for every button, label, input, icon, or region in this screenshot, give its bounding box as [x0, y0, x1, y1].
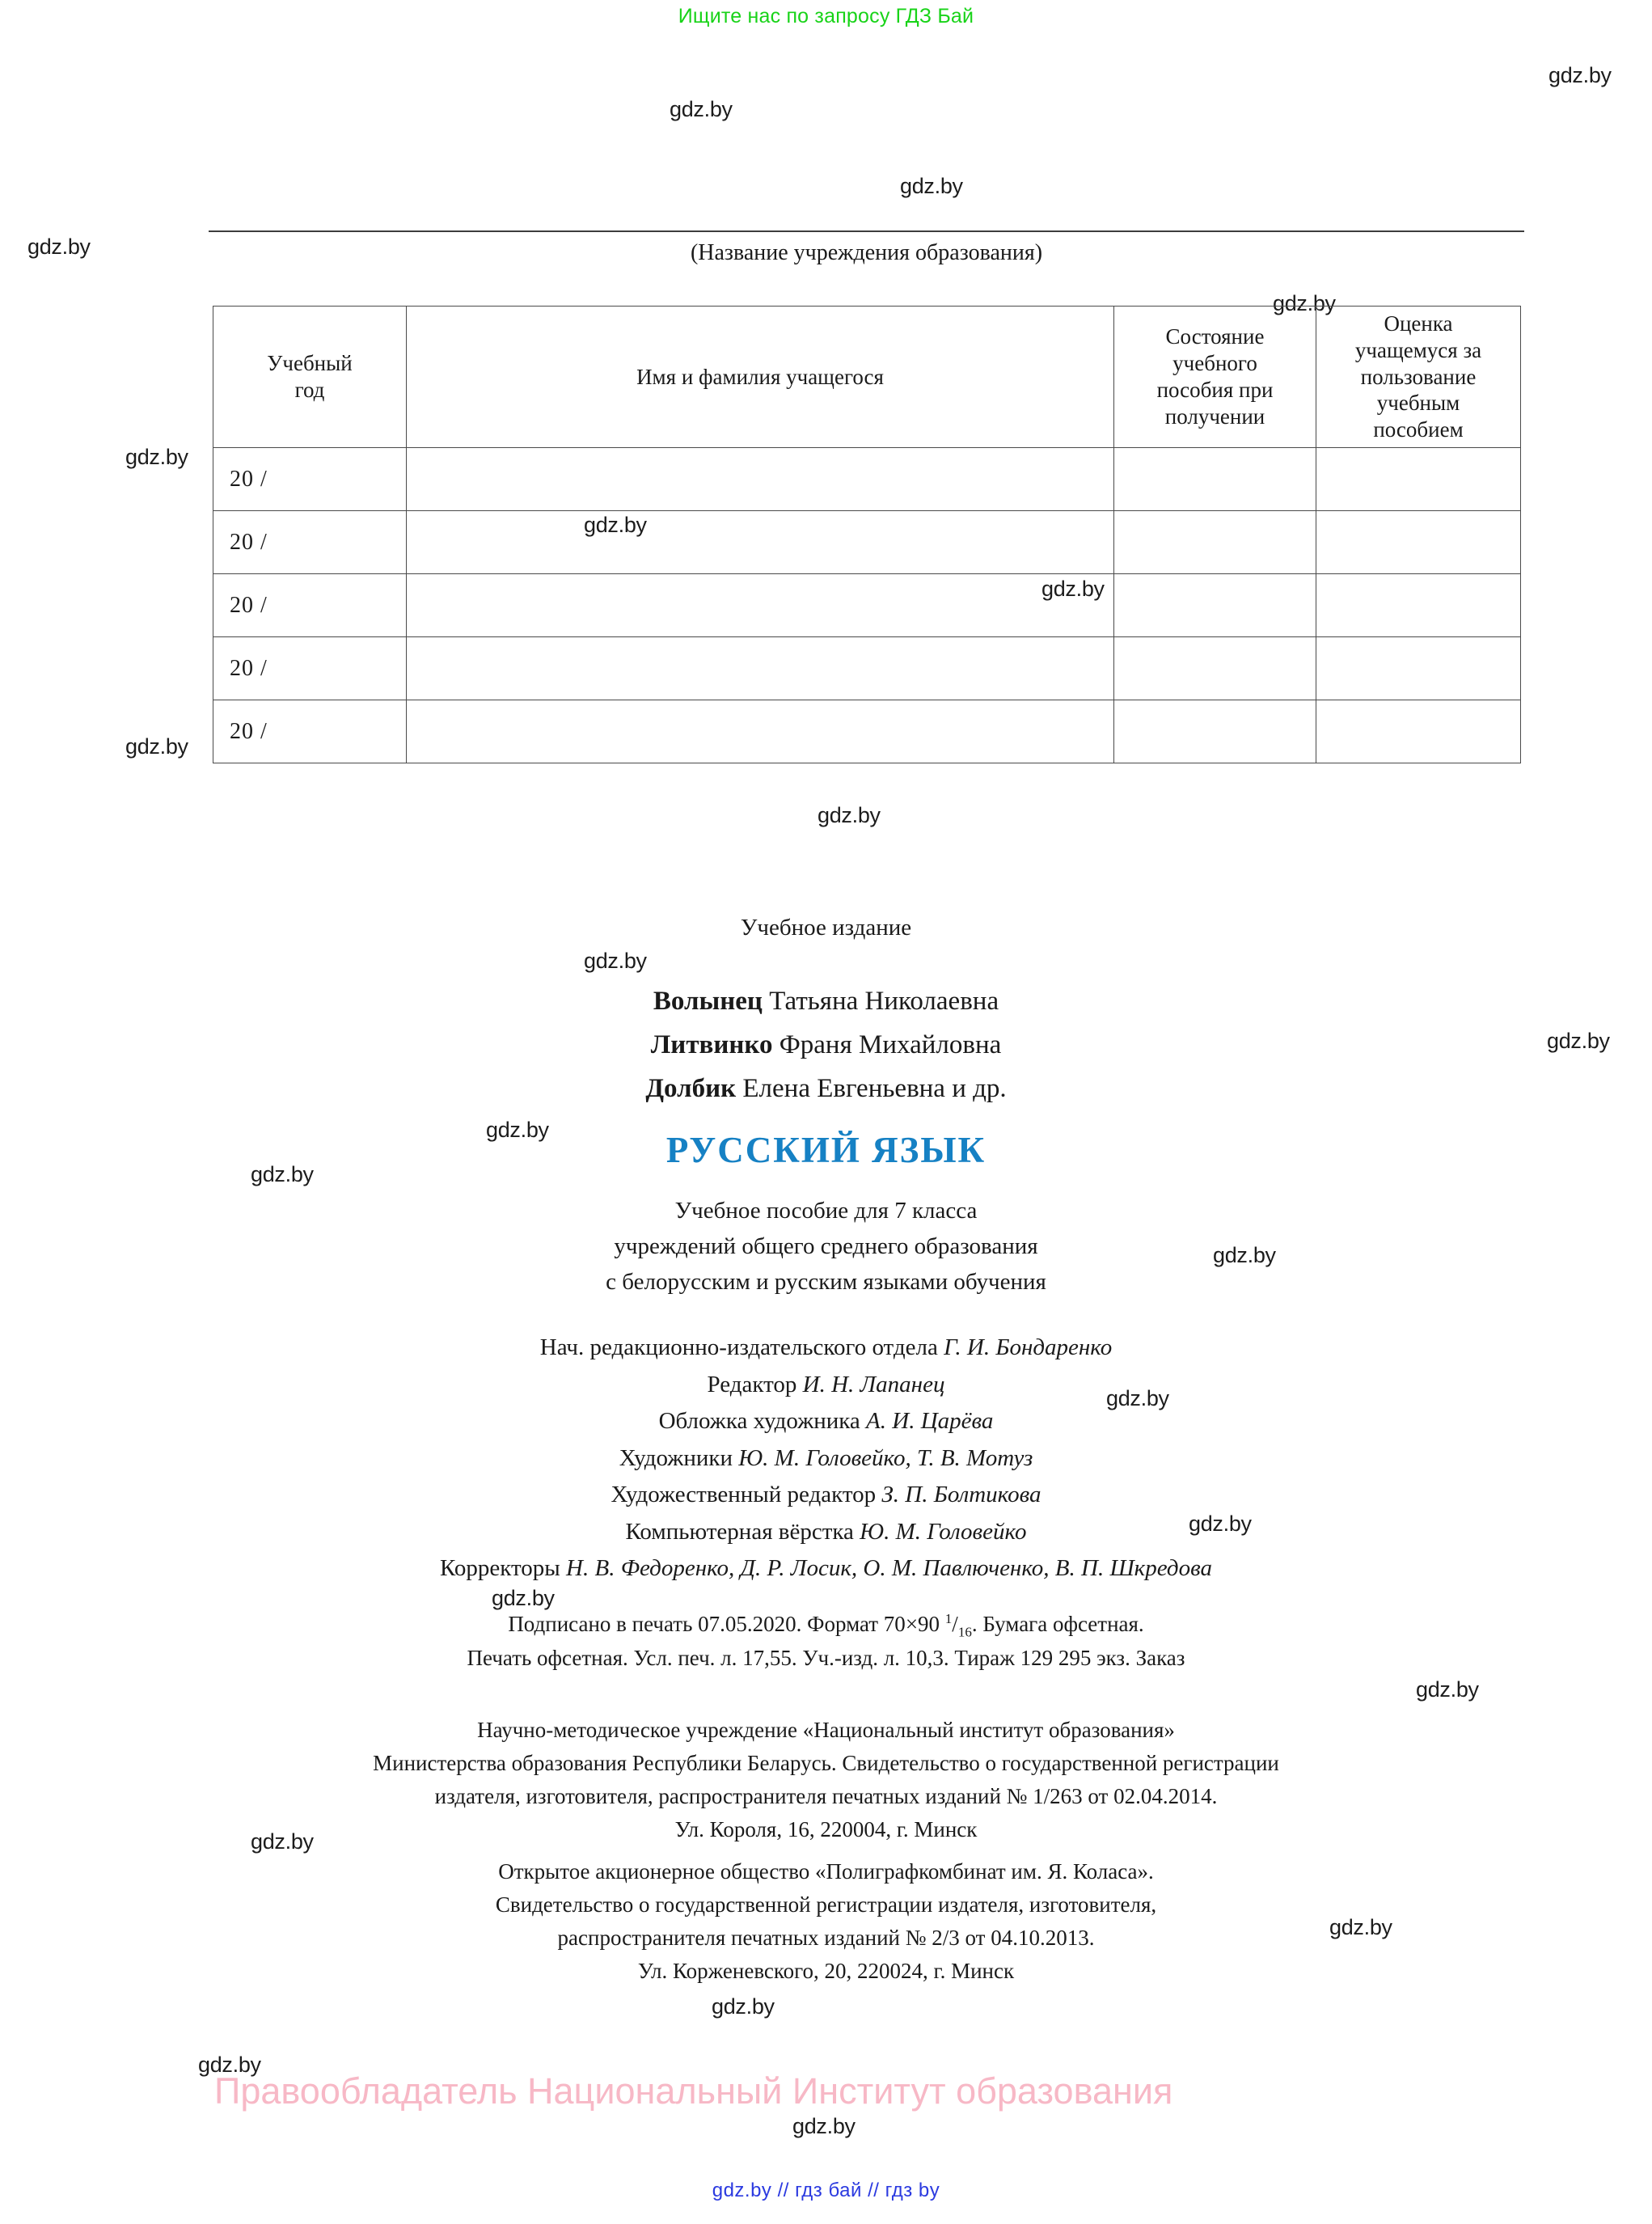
table-row [213, 511, 1521, 574]
cell-school-year[interactable]: 20 / [213, 637, 407, 700]
cell-school-year[interactable]: 20 / [213, 574, 407, 637]
credit-role: Художественный редактор [611, 1482, 882, 1508]
author-given-name: Елена Евгеньевна и др. [736, 1073, 1007, 1103]
book-title: РУССКИЙ ЯЗЫК [665, 1130, 987, 1170]
publisher-line: Ул. Короля, 16, 220004, г. Минск [674, 1817, 978, 1842]
credit-role: Корректоры [440, 1555, 567, 1582]
column-header-student-grade-line1: Оценка [1384, 311, 1453, 336]
book-subtitle-line: с белорусским и русским языками обучения [606, 1269, 1046, 1296]
gdz-watermark: gdz.by [27, 235, 91, 259]
column-header-school-year-line2: год [294, 378, 325, 402]
credit-person: А. И. Царёва [866, 1408, 994, 1435]
credit-role: Художники [619, 1444, 739, 1471]
cell-school-year[interactable]: 20 / [213, 511, 407, 574]
cell-student-grade[interactable] [1316, 574, 1521, 637]
gdz-watermark: gdz.by [584, 513, 647, 537]
institution-name-rule [209, 230, 1524, 232]
author-surname: Долбик [645, 1073, 737, 1103]
cell-student-grade[interactable] [1316, 448, 1521, 511]
credit-entry [0, 1477, 1652, 1514]
gdz-watermark: gdz.by [1106, 1386, 1169, 1410]
gdz-watermark: gdz.by [670, 97, 733, 121]
print-info-signed: Подписано в печать 07.05.2020. Формат 70 [508, 1612, 906, 1636]
cell-student-name[interactable] [407, 637, 1114, 700]
gdz-watermark: gdz.by [1273, 291, 1336, 315]
publisher-line: Министерства образования Республики Беларусь. Свидетельство о государственной регистрации [373, 1751, 1279, 1776]
cell-book-condition[interactable] [1114, 448, 1316, 511]
copyright-holder-watermark: Правообладатель Национальный Институт образования [214, 2070, 1173, 2112]
fraction-numerator: 1 [944, 1611, 953, 1626]
gdz-watermark: gdz.by [1547, 1029, 1610, 1053]
column-header-book-condition-line2: учебного [1172, 351, 1257, 376]
author-surname: Волынец [653, 987, 763, 1016]
credit-role: Компьютерная вёрстка [625, 1518, 860, 1545]
cell-student-grade[interactable] [1316, 637, 1521, 700]
credit-person: Ю. М. Головейко [860, 1518, 1027, 1545]
credit-entry [0, 1330, 1652, 1367]
authors-list [0, 980, 1652, 1110]
publisher-line: издателя, изготовителя, распространителя печатных изданий № 1/263 от 02.04.2014. [434, 1784, 1218, 1809]
credit-person: И. Н. Лапанец [802, 1371, 945, 1397]
column-header-book-condition-line3: пособия при [1156, 378, 1274, 402]
cell-student-name[interactable] [407, 574, 1114, 637]
gdz-watermark: gdz.by [1416, 1677, 1479, 1702]
author-given-name: Франя Михайловна [772, 1030, 1002, 1059]
credit-person: Ю. М. Головейко, Т. В. Мотуз [738, 1444, 1033, 1471]
credit-person: Г. И. Бондаренко [944, 1334, 1113, 1360]
edition-label: Учебное издание [740, 915, 912, 941]
gdz-watermark: gdz.by [251, 1162, 314, 1186]
gdz-watermark: gdz.by [1189, 1512, 1252, 1536]
table-row [213, 448, 1521, 511]
publisher-line: Научно-методическое учреждение «Национальный институт образования» [477, 1718, 1175, 1742]
column-header-student-grade [1316, 307, 1521, 448]
column-header-book-condition-line4: получении [1164, 404, 1265, 429]
credit-entry [0, 1440, 1652, 1478]
book-subtitle-line: учреждений общего среднего образования [614, 1233, 1038, 1260]
table-row [213, 574, 1521, 637]
table-header-row [213, 307, 1521, 448]
publisher-info [0, 1714, 1652, 1846]
print-info-format: 90 [918, 1612, 945, 1636]
author-entry [0, 1068, 1652, 1111]
column-header-student-grade-line2: учащемуся за [1354, 337, 1482, 362]
printhouse-line: Ул. Корженевского, 20, 220024, г. Минск [637, 1959, 1015, 1984]
credit-person: Н. В. Федоренко, Д. Р. Лосик, О. М. Павлюченко, В. П. Шкредова [566, 1555, 1212, 1582]
column-header-student-name: Имя и фамилия учащегося [407, 307, 1114, 448]
print-info-line2: Печать офсетная. Усл. печ. л. 17,55. Уч.-изд. л. 10,3. Тираж 129 295 экз. Заказ [467, 1646, 1185, 1671]
site-footer: gdz.by // гдз бай // гдз by [712, 2180, 940, 2201]
gdz-watermark: gdz.by [900, 174, 963, 198]
credit-person: З. П. Болтикова [881, 1482, 1041, 1508]
gdz-watermark: gdz.by [712, 1994, 775, 2019]
gdz-watermark: gdz.by [1041, 577, 1105, 601]
gdz-watermark: gdz.by [198, 2053, 261, 2077]
print-info-times: × [905, 1612, 919, 1636]
credit-entry [0, 1403, 1652, 1440]
institution-name-caption: (Название учреждения образования) [690, 240, 1043, 265]
print-format-fraction: $^1/_{16}$ [944, 1611, 972, 1640]
column-header-school-year-line1: Учебный [267, 351, 353, 376]
author-surname: Литвинко [650, 1030, 773, 1059]
gdz-watermark: gdz.by [792, 2114, 856, 2138]
column-header-school-year [213, 307, 407, 448]
author-entry [0, 980, 1652, 1024]
author-entry [0, 1024, 1652, 1068]
column-header-student-grade-line3: пользование [1360, 364, 1477, 389]
cell-student-grade[interactable] [1316, 700, 1521, 763]
print-info [0, 1609, 1652, 1675]
credits-list [0, 1330, 1652, 1588]
cell-book-condition[interactable] [1114, 700, 1316, 763]
gdz-watermark: gdz.by [492, 1586, 555, 1610]
textbook-registration-table [213, 306, 1521, 763]
column-header-book-condition-line1: Состояние [1165, 324, 1265, 349]
cell-school-year[interactable]: 20 / [213, 700, 407, 763]
printhouse-info [0, 1855, 1652, 1988]
print-info-paper: . Бумага офсетная. [971, 1612, 1144, 1636]
gdz-watermark: gdz.by [125, 734, 188, 759]
gdz-watermark: gdz.by [584, 949, 647, 973]
promo-banner: Ищите нас по запросу ГДЗ Бай [678, 5, 974, 27]
print-info-line1 [0, 1609, 1652, 1643]
credit-entry [0, 1367, 1652, 1404]
cell-student-name[interactable] [407, 700, 1114, 763]
cell-book-condition[interactable] [1114, 574, 1316, 637]
column-header-student-grade-line5: пособием [1373, 417, 1464, 442]
credit-role: Нач. редакционно-издательского отдела [539, 1334, 944, 1360]
book-subtitle [0, 1193, 1652, 1300]
cell-school-year[interactable]: 20 / [213, 448, 407, 511]
printhouse-line: Открытое акционерное общество «Полиграфкомбинат им. Я. Коласа». [498, 1859, 1154, 1884]
printhouse-line: Свидетельство о государственной регистрации издателя, изготовителя, [495, 1892, 1157, 1917]
column-header-book-condition [1114, 307, 1316, 448]
gdz-watermark: gdz.by [1548, 63, 1612, 87]
cell-student-name[interactable] [407, 511, 1114, 574]
gdz-watermark: gdz.by [251, 1829, 314, 1854]
printhouse-line: распространителя печатных изданий № 2/3 от 04.10.2013. [557, 1926, 1095, 1951]
table-row [213, 637, 1521, 700]
gdz-watermark: gdz.by [1213, 1243, 1276, 1267]
author-given-name: Татьяна Николаевна [762, 987, 999, 1016]
cell-book-condition[interactable] [1114, 637, 1316, 700]
textbook-registration-table-wrapper [213, 306, 1520, 763]
table-row [213, 700, 1521, 763]
gdz-watermark: gdz.by [1329, 1915, 1392, 1939]
book-subtitle-line: Учебное пособие для 7 класса [674, 1198, 978, 1224]
credit-role: Обложка художника [658, 1408, 867, 1435]
cell-student-grade[interactable] [1316, 511, 1521, 574]
credit-entry [0, 1514, 1652, 1551]
column-header-student-grade-line4: учебным [1376, 391, 1460, 416]
gdz-watermark: gdz.by [125, 445, 188, 469]
fraction-denominator: 16 [957, 1624, 972, 1640]
gdz-watermark: gdz.by [818, 803, 881, 827]
cell-book-condition[interactable] [1114, 511, 1316, 574]
credit-role: Редактор [707, 1371, 803, 1397]
gdz-watermark: gdz.by [486, 1118, 549, 1142]
cell-student-name[interactable] [407, 448, 1114, 511]
credit-entry [0, 1550, 1652, 1588]
